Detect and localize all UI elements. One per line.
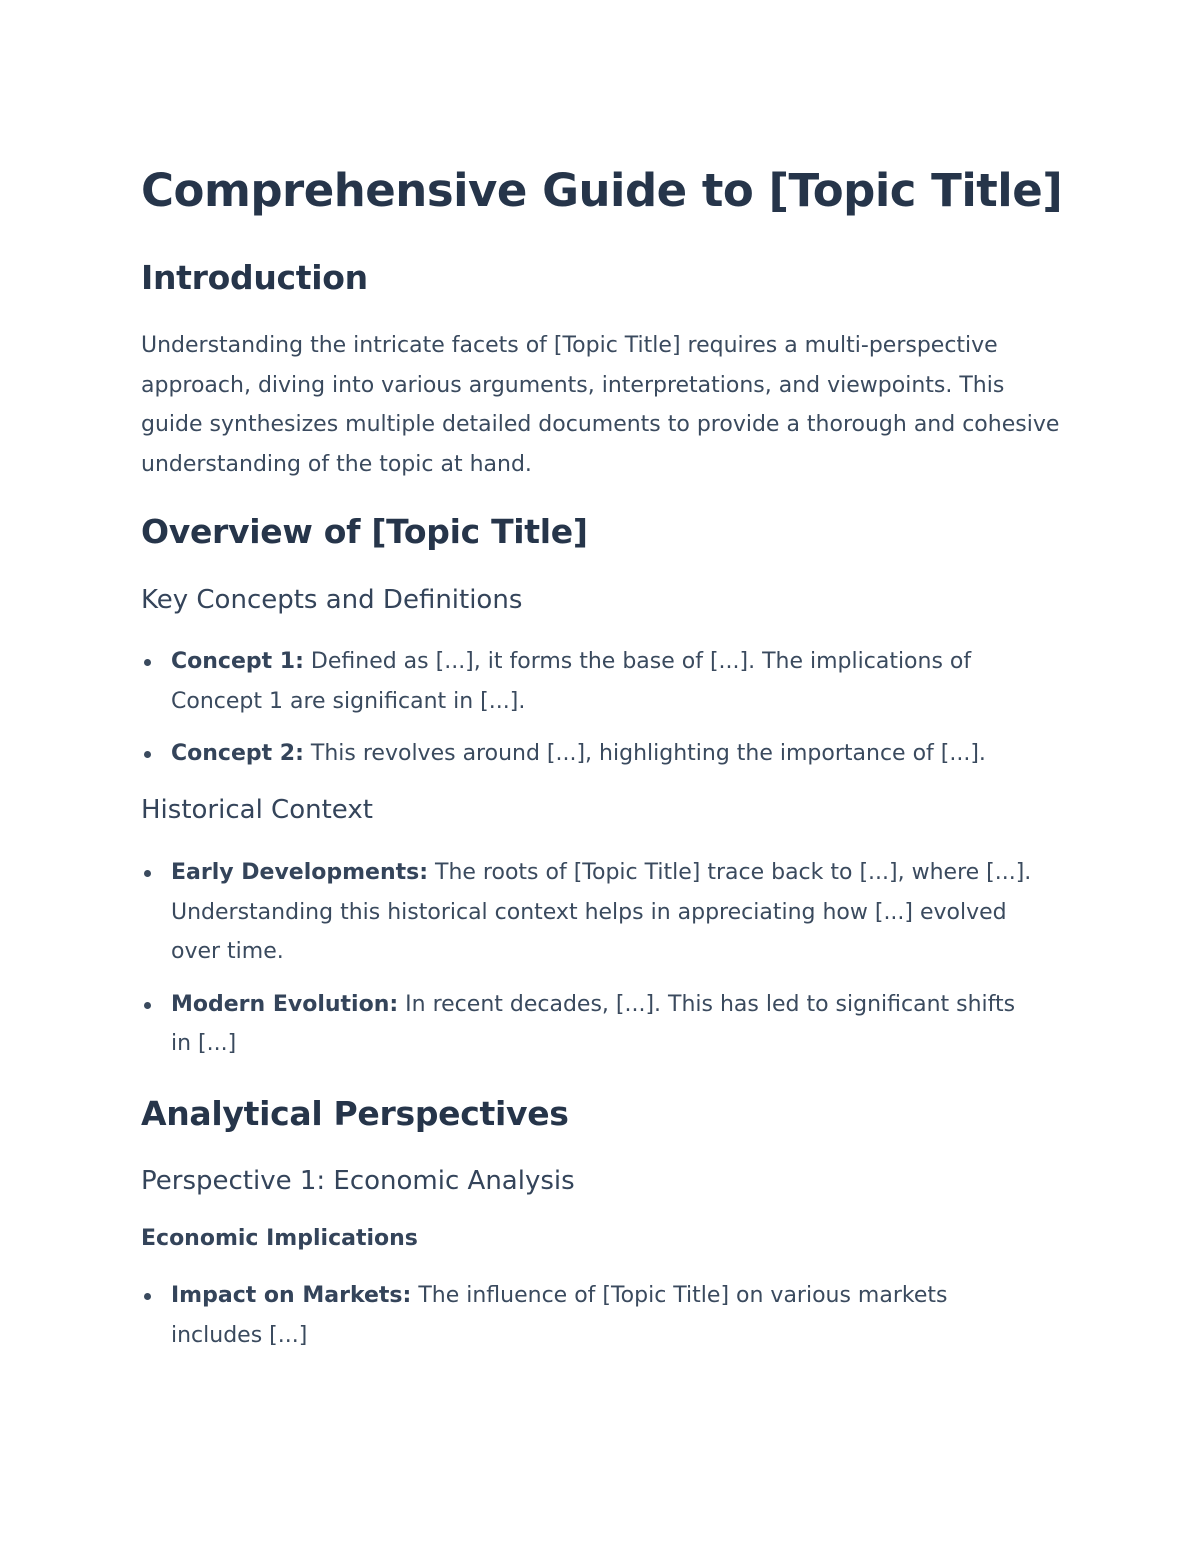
list-item-term: Concept 2: — [171, 741, 304, 766]
list-item-text: Defined as [...], it forms the base of [...]. The implications of Concept 1 are significant in [...]. — [171, 649, 972, 714]
list-item-term: Concept 1: — [171, 649, 304, 674]
economic-implications-list — [141, 1276, 1041, 1368]
economic-implications-heading: Economic Implications — [141, 1226, 418, 1251]
list-item-text: The influence of [Topic Title] on various markets includes [...] — [171, 1283, 948, 1348]
key-concepts-heading: Key Concepts and Definitions — [141, 585, 523, 615]
document-title: Comprehensive Guide to [Topic Title] — [141, 164, 1063, 217]
list-item-term: Early Developments: — [171, 860, 429, 885]
list-item-text: In recent decades, [...]. This has led to significant shifts in [...] — [171, 991, 1016, 1056]
list-item — [141, 734, 1041, 774]
historical-context-list — [141, 853, 1041, 1077]
historical-context-heading: Historical Context — [141, 795, 373, 825]
introduction-heading: Introduction — [141, 258, 368, 297]
list-item — [141, 642, 1041, 721]
key-concepts-list — [141, 642, 1041, 787]
list-item-term: Modern Evolution: — [171, 991, 399, 1017]
introduction-paragraph: Understanding the intricate facets of [Topic Title] requires a multi-perspective approach, diving into various arguments, interpretations, and viewpoints. This guide synthesizes multiple detailed documents to provide a thorough and cohesive understanding of the topic at hand. — [141, 333, 1060, 477]
list-item-text: The roots of [Topic Title] trace back to [...], where [...]. Understanding this historical context helps in appreciating how [...] evolved over time. — [171, 860, 1032, 964]
list-item — [141, 853, 1041, 972]
perspective-1-heading: Perspective 1: Economic Analysis — [141, 1166, 575, 1196]
list-item — [141, 1276, 1041, 1355]
list-item-text: This revolves around [...], highlighting the importance of [...]. — [303, 741, 986, 766]
list-item — [141, 985, 1041, 1064]
analytical-perspectives-heading: Analytical Perspectives — [141, 1094, 569, 1133]
overview-heading: Overview of [Topic Title] — [141, 512, 588, 551]
list-item-term: Impact on Markets: — [171, 1283, 412, 1308]
